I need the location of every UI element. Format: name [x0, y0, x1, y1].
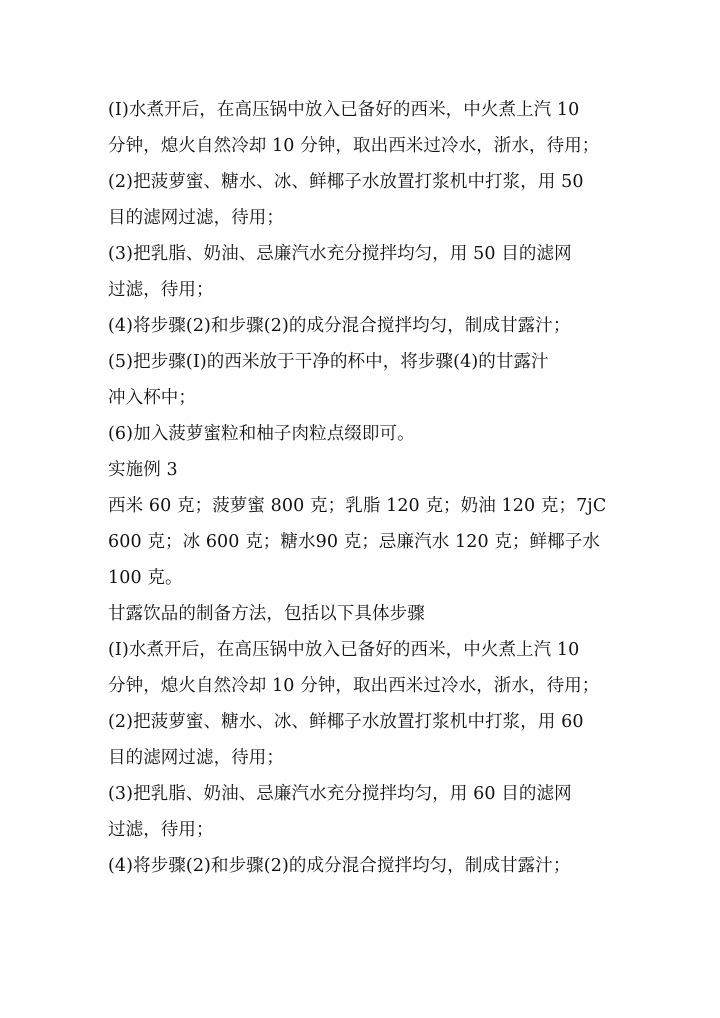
method-intro: 甘露饮品的制备方法，包括以下具体步骤 — [108, 604, 425, 624]
ingredients-line-1: 西米 60 克；菠萝蜜 800 克；乳脂 120 克；奶油 120 克；7jC — [108, 496, 607, 516]
section-heading-example-3: 实施例 3 — [108, 460, 178, 480]
text-line-step-3: (3)把乳脂、奶油、忌廉汽水充分搅拌均匀，用 60 目的滤网 — [108, 784, 572, 804]
text-line-step-4: (4)将步骤(2)和步骤(2)的成分混合搅拌均匀，制成甘露汁； — [108, 316, 571, 336]
ingredients-line-3: 100 克。 — [108, 568, 183, 588]
text-line-step-1-cont: 分钟，熄火自然冷却 10 分钟，取出西米过冷水，浙水，待用； — [108, 676, 600, 696]
text-line-step-6: (6)加入菠萝蜜粒和柚子肉粒点缀即可。 — [108, 424, 415, 444]
ingredients-line-2: 600 克；冰 600 克；糖水90 克；忌廉汽水 120 克；鲜椰子水 — [108, 532, 600, 552]
text-line-step-4: (4)将步骤(2)和步骤(2)的成分混合搅拌均匀，制成甘露汁； — [108, 856, 571, 876]
text-line-step-2: (2)把菠萝蜜、糖水、冰、鲜椰子水放置打浆机中打浆，用 60 — [108, 712, 584, 732]
text-line-step-5: (5)把步骤(I)的西米放于干净的杯中，将步骤(4)的甘露汁 — [108, 352, 549, 372]
text-line-step-2-cont: 目的滤网过滤，待用； — [108, 748, 284, 768]
text-line-step-1: (I)水煮开后，在高压锅中放入已备好的西米，中火煮上汽 10 — [108, 100, 580, 120]
text-line-step-1: (I)水煮开后，在高压锅中放入已备好的西米，中火煮上汽 10 — [108, 640, 580, 660]
text-line-step-2-cont: 目的滤网过滤，待用； — [108, 208, 284, 228]
text-line-step-3: (3)把乳脂、奶油、忌廉汽水充分搅拌均匀，用 50 目的滤网 — [108, 244, 572, 264]
text-line-step-2: (2)把菠萝蜜、糖水、冰、鲜椰子水放置打浆机中打浆，用 50 — [108, 172, 584, 192]
text-line-step-1-cont: 分钟，熄火自然冷却 10 分钟，取出西米过冷水，浙水，待用； — [108, 136, 600, 156]
text-line-step-3-cont: 过滤，待用； — [108, 820, 214, 840]
text-line-step-5-cont: 冲入杯中； — [108, 388, 196, 408]
document-text — [108, 92, 618, 884]
text-line-step-3-cont: 过滤，待用； — [108, 280, 214, 300]
